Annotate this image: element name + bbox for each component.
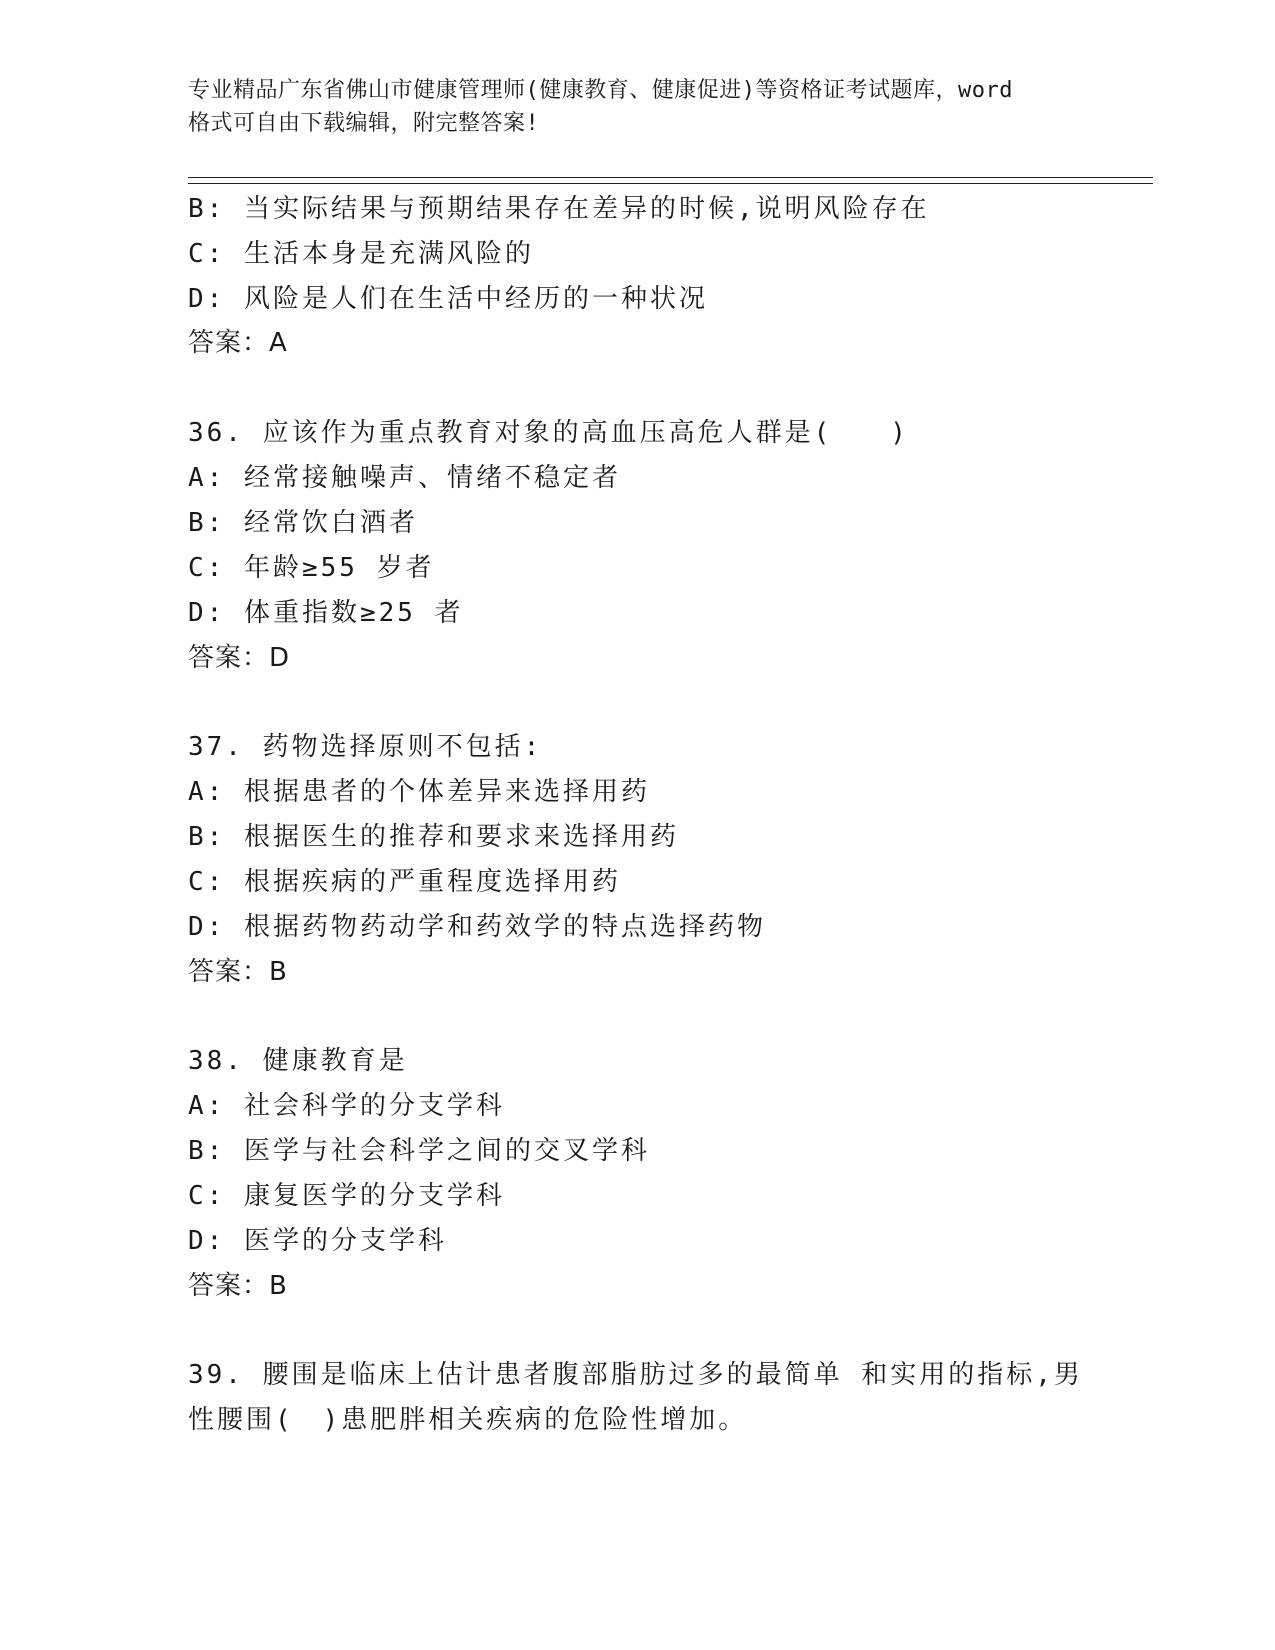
q37-option-d: D: 根据药物药动学和药效学的特点选择药物 <box>188 912 766 942</box>
q36-option-c: C: 年龄≥55 岁者 <box>188 553 435 583</box>
q38-option-b: B: 医学与社会科学之间的交叉学科 <box>188 1136 650 1166</box>
header-line-1: 专业精品广东省佛山市健康管理师(健康教育、健康促进)等资格证考试题库，word <box>188 78 1013 103</box>
q38-question: 38. 健康教育是 <box>188 1046 408 1076</box>
prev-answer: 答案：A <box>188 328 288 358</box>
q39-question-line-2: 性腰围( )患肥胖相关疾病的危险性增加。 <box>188 1405 748 1435</box>
q37-option-c: C: 根据疾病的严重程度选择用药 <box>188 867 621 897</box>
prev-option-c: C: 生活本身是充满风险的 <box>188 239 534 269</box>
prev-option-d: D: 风险是人们在生活中经历的一种状况 <box>188 284 708 314</box>
q36-option-a: A: 经常接触噪声、情绪不稳定者 <box>188 463 621 493</box>
header-line-2: 格式可自由下载编辑，附完整答案! <box>188 111 540 136</box>
q37-option-b: B: 根据医生的推荐和要求来选择用药 <box>188 822 679 852</box>
q36-option-b: B: 经常饮白酒者 <box>188 508 418 538</box>
q37-question: 37. 药物选择原则不包括: <box>188 732 543 762</box>
header-divider-bottom <box>188 183 1153 184</box>
q38-answer: 答案：B <box>188 1271 288 1301</box>
header-divider-top <box>188 177 1153 178</box>
q39-question-line-1: 39. 腰围是临床上估计患者腹部脂肪过多的最简单 和实用的指标,男 <box>188 1360 1083 1390</box>
q38-option-c: C: 康复医学的分支学科 <box>188 1181 505 1211</box>
q37-option-a: A: 根据患者的个体差异来选择用药 <box>188 777 650 807</box>
q36-question: 36. 应该作为重点教育对象的高血压高危人群是( ) <box>188 418 909 448</box>
q38-option-a: A: 社会科学的分支学科 <box>188 1091 505 1121</box>
q38-option-d: D: 医学的分支学科 <box>188 1226 447 1256</box>
q37-answer: 答案：B <box>188 957 288 987</box>
q36-option-d: D: 体重指数≥25 者 <box>188 598 464 628</box>
prev-option-b: B: 当实际结果与预期结果存在差异的时候,说明风险存在 <box>188 194 930 224</box>
q36-answer: 答案：D <box>188 643 291 673</box>
document-header <box>188 74 1088 140</box>
